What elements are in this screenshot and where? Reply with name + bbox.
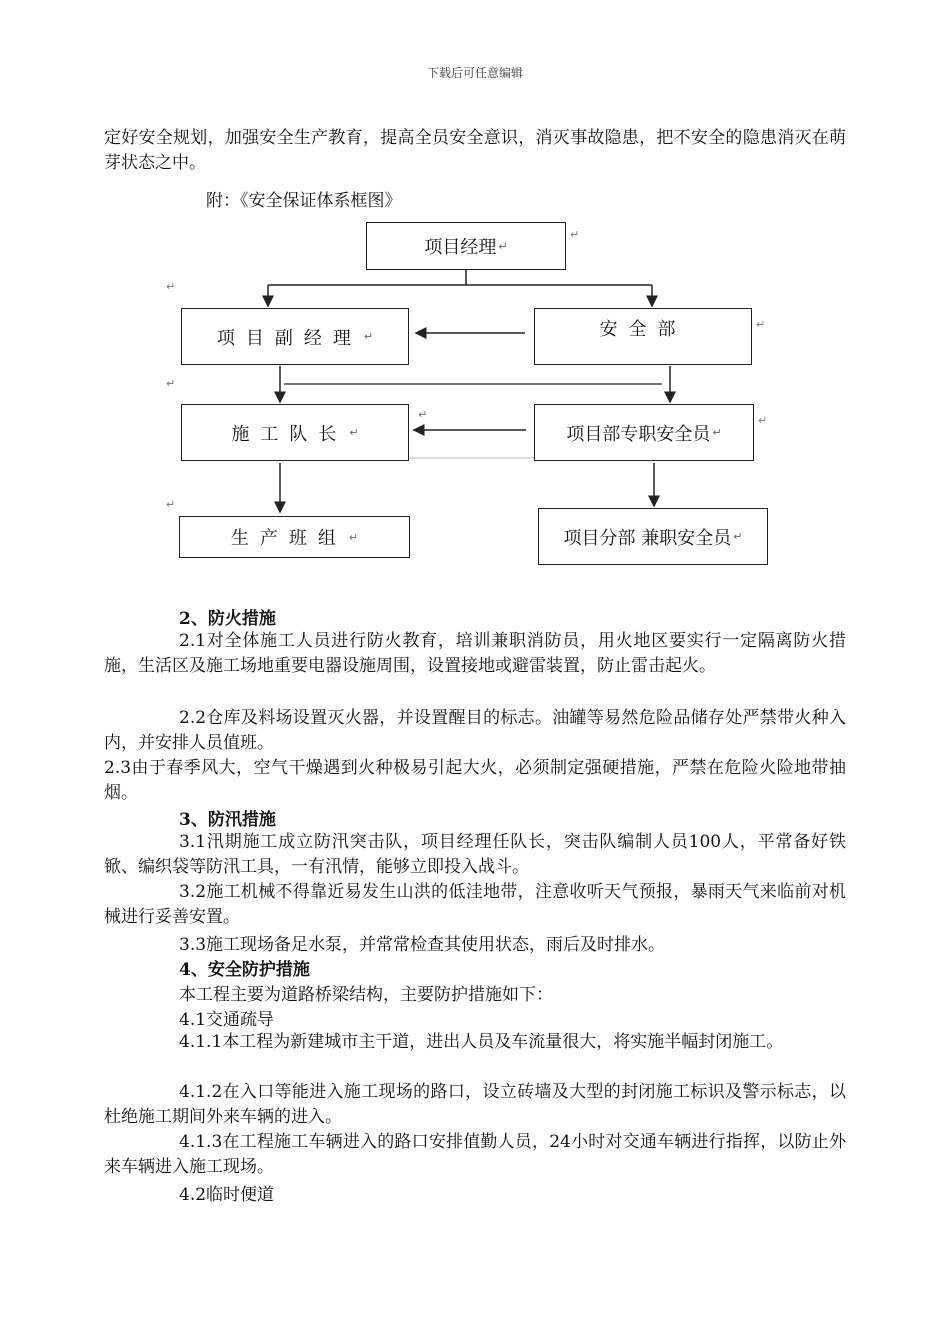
fire-heading: 2、防火措施 [179, 609, 276, 629]
traffic-4-1-1: 4.1.1本工程为新建城市主干道，进出人员及车流量很大，将实施半幅封闭施工。 [179, 1032, 784, 1052]
flood-heading: 3、防汛措施 [179, 810, 276, 830]
node-project-manager-label: 项目经理 [424, 237, 497, 258]
protection-intro: 本工程主要为道路桥梁结构，主要防护措施如下： [179, 985, 553, 1005]
intro-paragraph: 定好安全规划，加强安全生产教育，提高全员安全意识，消灭事故隐患，把不安全的隐患消灭在萌芽状态之中。 [104, 128, 846, 173]
node-deputy-manager: 项目副经理 ↵ [181, 308, 409, 365]
node-safety-department [534, 308, 752, 365]
fire-2-1: 2.1对全体施工人员进行防火教育，培训兼职消防员，用火地区要实行一定隔离防火措施，生活区及施工场地重要电器设施周围，设置接地或避雷装置，防止雷击起火。 [104, 631, 846, 676]
node-construction-captain: 施工队长 ↵ [181, 404, 409, 461]
safety-system-diagram: 附：《安全保证体系框图》 项目经理 ↵ ↵ 项目副经理 ↵ 安全部 ↵ ↵ ↵ 施工队长 ↵ ↵ 项目部专职安全员 ↵ ↵ ↵ 生产班组 ↵ 项目分部 兼职安全员 ↵ [160, 180, 790, 580]
node-safety-officer-label: 项目部专职安全员 [566, 423, 711, 445]
diagram-title: 附：《安全保证体系框图》 [206, 191, 402, 211]
traffic-4-1-3: 4.1.3在工程施工车辆进入的路口安排值勤人员，24小时对交通车辆进行指挥，以防止外来车辆进入施工现场。 [104, 1132, 846, 1177]
node-branch-safety-officer-label: 项目分部 兼职安全员 [563, 527, 732, 549]
header-note: 下载后可任意编辑 [426, 66, 523, 80]
node-safety-department-label: 安全部 [599, 319, 687, 340]
fire-2-2: 2.2仓库及料场设置灭火器，并设置醒目的标志。油罐等易然危险品储存处严禁带火种入内，并安排人员值班。 [104, 708, 846, 753]
node-deputy-manager-label: 项目副经理 [216, 327, 362, 349]
node-branch-safety-officer: 项目分部 兼职安全员 ↵ [538, 508, 768, 565]
node-construction-captain-label: 施工队长 [231, 423, 348, 445]
road-heading: 4.2临时便道 [179, 1185, 275, 1205]
traffic-4-1-2: 4.1.2在入口等能进入施工现场的路口，设立砖墙及大型的封闭施工标识及警示标志，以杜绝施工期间外来车辆的进入。 [104, 1082, 846, 1127]
node-project-manager: 项目经理 ↵ [366, 222, 566, 270]
flood-3-3: 3.3施工现场备足水泵，并常常检查其使用状态，雨后及时排水。 [179, 935, 666, 955]
flood-3-2: 3.2施工机械不得靠近易发生山洪的低洼地带，注意收听天气预报，暴雨天气来临前对机械进行妥善安置。 [104, 882, 846, 927]
node-production-team: 生产班组 ↵ [179, 516, 410, 558]
fire-2-3: 2.3由于春季风大，空气干燥遇到火种极易引起大火，必须制定强硬措施，严禁在危险火险地带抽烟。 [104, 758, 846, 803]
node-production-team-label: 生产班组 [230, 528, 347, 549]
flood-3-1: 3.1汛期施工成立防汛突击队，项目经理任队长，突击队编制人员100人，平常备好铁锨、编织袋等防汛工具，一有汛情，能够立即投入战斗。 [104, 832, 846, 877]
traffic-heading: 4.1交通疏导 [179, 1010, 275, 1030]
protection-heading: 4、安全防护措施 [179, 960, 310, 980]
node-safety-officer: 项目部专职安全员 ↵ [534, 404, 754, 461]
